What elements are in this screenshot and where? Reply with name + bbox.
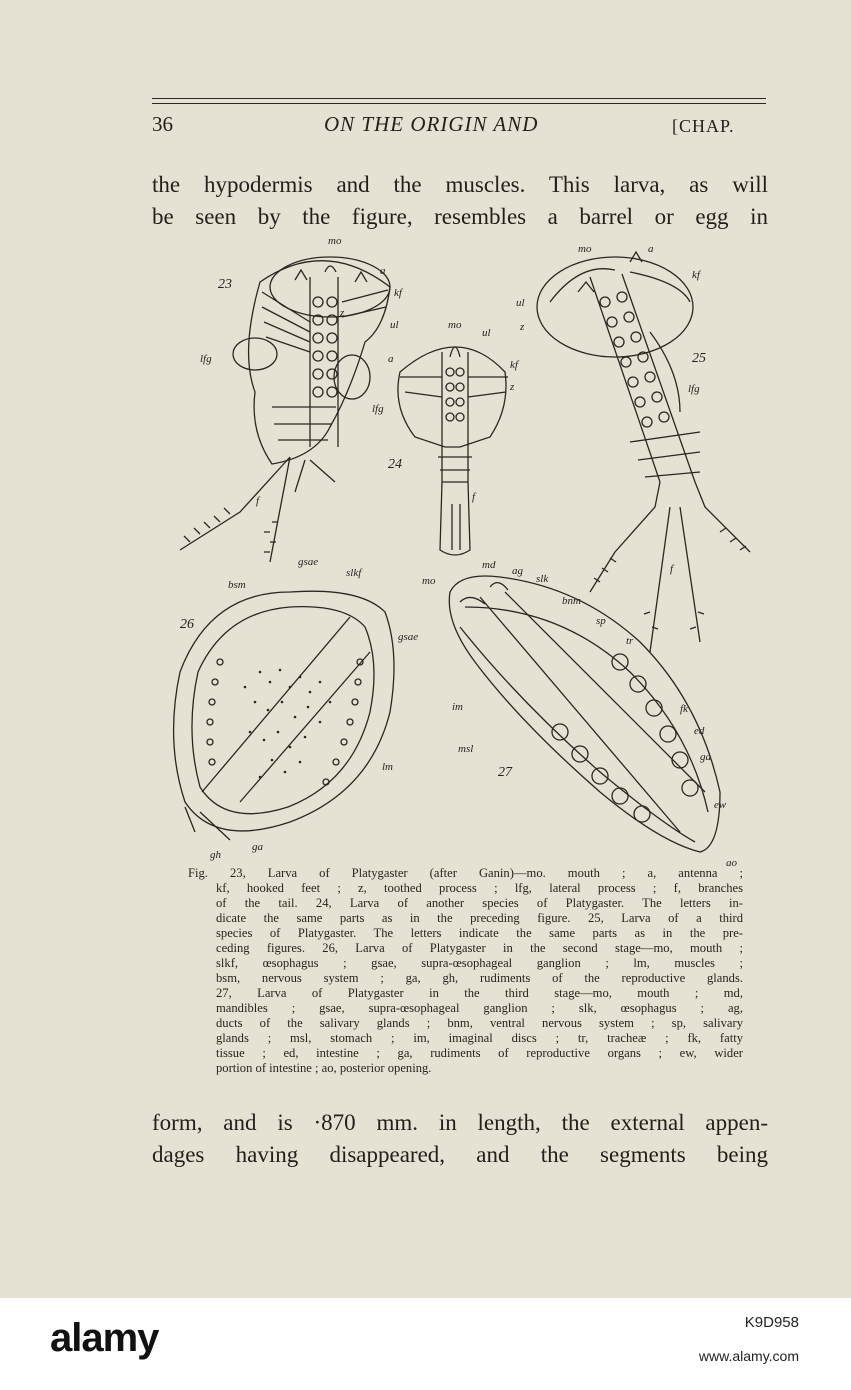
label-25-z: z bbox=[520, 321, 525, 333]
fig-number-25: 25 bbox=[692, 351, 706, 366]
label-24-lfg: lfg bbox=[372, 403, 384, 415]
chapter-mark: [CHAP. bbox=[672, 116, 735, 136]
fig-number-27: 27 bbox=[498, 765, 512, 780]
larva-24-drawing bbox=[398, 347, 508, 555]
label-26-lm: lm bbox=[382, 761, 393, 773]
label-23-z: z bbox=[340, 307, 345, 319]
label-27-im: im bbox=[452, 701, 463, 713]
fig-number-23: 23 bbox=[218, 277, 232, 292]
label-27-md: md bbox=[482, 559, 496, 571]
label-27-ag: ag bbox=[512, 565, 523, 577]
label-26-slkf: slkf bbox=[346, 567, 362, 579]
label-27-ga: ga bbox=[700, 751, 711, 763]
label-24-ul: ul bbox=[482, 327, 491, 339]
label-27-ed: ed bbox=[694, 725, 705, 737]
image-id: K9D958 bbox=[744, 1314, 799, 1331]
label-23-a: a bbox=[380, 265, 386, 277]
label-27-mo: mo bbox=[422, 575, 436, 587]
body-line-3: form, and is ·870 mm. in length, the external appen- bbox=[152, 1110, 768, 1135]
fig-number-24: 24 bbox=[388, 457, 402, 472]
label-25-lfg: lfg bbox=[688, 383, 700, 395]
caption-line-11: ducts of the salivary glands ; bnm, ventral nervous system ; sp, salivary bbox=[216, 1016, 743, 1030]
label-24-kf: kf bbox=[510, 359, 518, 371]
label-24-z: z bbox=[510, 381, 515, 393]
label-26-gh: gh bbox=[210, 849, 221, 861]
caption-line-4: dicate the same parts as in the preceding figure. 25, Larva of a third bbox=[216, 911, 743, 925]
label-24-a: a bbox=[388, 353, 394, 365]
label-24-f: f bbox=[472, 491, 476, 503]
caption-line-7: slkf, œsophagus ; gsae, supra-œsophageal ganglion ; lm, muscles ; bbox=[216, 956, 743, 970]
label-26-bsm: bsm bbox=[228, 579, 246, 591]
label-27-sp: sp bbox=[596, 615, 606, 627]
label-27-slk: slk bbox=[536, 573, 549, 585]
label-25-f: f bbox=[670, 563, 674, 575]
page-number: 36 bbox=[152, 112, 173, 136]
body-line-1: the hypodermis and the muscles. This larva, as will bbox=[152, 172, 768, 197]
label-23-lfg: lfg bbox=[200, 353, 212, 365]
label-24-mo: mo bbox=[448, 319, 462, 331]
label-23-f: f bbox=[256, 495, 260, 507]
caption-line-3: of the tail. 24, Larva of another species of Platygaster. The letters in- bbox=[216, 896, 743, 910]
label-27-gsae: gsae bbox=[398, 631, 419, 643]
header-rule bbox=[152, 98, 766, 99]
label-27-tr: tr bbox=[626, 635, 634, 647]
caption-line-5: species of Platygaster. The letters indicate the same parts as in the pre- bbox=[216, 926, 743, 940]
caption-line-1: Fig. 23, Larva of Platygaster (after Ganin)—mo. mouth ; a, antenna ; bbox=[188, 866, 743, 880]
larva-23-drawing bbox=[180, 257, 390, 562]
fig-number-26: 26 bbox=[180, 617, 194, 632]
body-line-4: dages having disappeared, and the segments being bbox=[152, 1142, 768, 1167]
caption-line-2: kf, hooked feet ; z, toothed process ; lfg, lateral process ; f, branches bbox=[216, 881, 743, 895]
label-23-kf: kf bbox=[394, 287, 402, 299]
caption-line-12: glands ; msl, stomach ; im, imaginal discs ; tr, tracheæ ; fk, fatty bbox=[216, 1031, 743, 1045]
caption-line-9: 27, Larva of Platygaster in the third stage—mo, mouth ; md, bbox=[216, 986, 743, 1000]
larva-figure bbox=[160, 232, 760, 870]
label-26-gsae: gsae bbox=[298, 556, 319, 568]
caption-line-6: ceding figures. 26, Larva of Platygaster in the second stage—mo, mouth ; bbox=[216, 941, 743, 955]
body-line-2: be seen by the figure, resembles a barrel or egg in bbox=[152, 204, 768, 229]
larva-26-stipple bbox=[244, 669, 332, 779]
label-23-ul: ul bbox=[390, 319, 399, 331]
caption-line-10: mandibles ; gsae, supra-œsophageal ganglion ; slk, œsophagus ; ag, bbox=[216, 1001, 743, 1015]
caption-line-13: tissue ; ed, intestine ; ga, rudiments of reproductive organs ; ew, wider bbox=[216, 1046, 743, 1060]
caption-line-8: bsm, nervous system ; ga, gh, rudiments of the reproductive glands. bbox=[216, 971, 743, 985]
label-25-mo: mo bbox=[578, 243, 592, 255]
alamy-logo[interactable]: alamy bbox=[50, 1316, 159, 1360]
larva-25-drawing bbox=[537, 252, 750, 652]
label-27-fk: fk bbox=[680, 703, 688, 715]
label-27-bnm: bnm bbox=[562, 595, 581, 607]
label-25-ul: ul bbox=[516, 297, 525, 309]
caption-line-14: portion of intestine ; ao, posterior opening. bbox=[216, 1061, 432, 1075]
label-26-ga: ga bbox=[252, 841, 263, 853]
site-link[interactable]: www.alamy.com bbox=[698, 1348, 799, 1364]
larva-26-drawing bbox=[174, 591, 394, 840]
header-rule-thin bbox=[152, 103, 766, 104]
label-27-ao: ao bbox=[726, 857, 737, 869]
label-23-mo: mo bbox=[328, 235, 342, 247]
running-title: ON THE ORIGIN AND bbox=[324, 112, 539, 136]
label-25-kf: kf bbox=[692, 269, 700, 281]
label-25-a: a bbox=[648, 243, 654, 255]
label-27-ew: ew bbox=[714, 799, 727, 811]
label-27-msl: msl bbox=[458, 743, 474, 755]
